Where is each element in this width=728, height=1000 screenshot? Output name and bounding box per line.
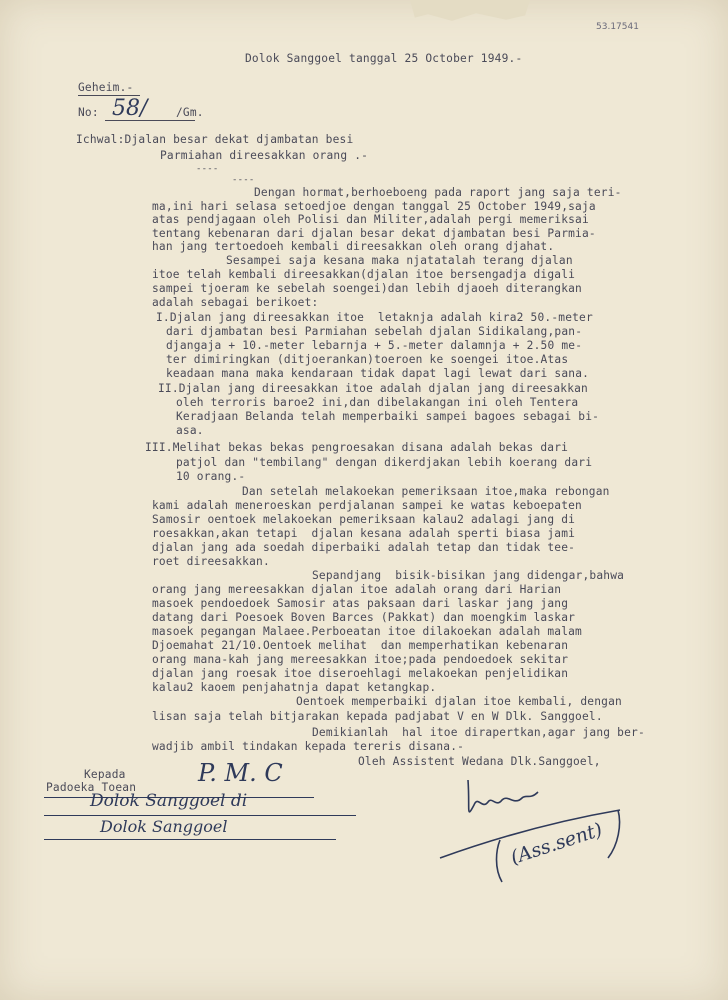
- body-line: dari djambatan besi Parmiahan sebelah djalan Sidikalang,pan-: [166, 325, 583, 338]
- body-line: kami adalah meneroeskan perdjalanan sampei ke watas keboepaten: [152, 499, 582, 512]
- body-line: Djoemahat 21/10.Oentoek melihat dan memperhatikan kebenaran: [152, 639, 569, 652]
- closing-line: Oleh Assistent Wedana Dlk.Sanggoel,: [358, 755, 601, 768]
- body-line: kalau2 kaoem penjahatnja dapat ketangkap.: [152, 681, 437, 694]
- recipient-kepada: Kepada: [84, 768, 126, 781]
- handwritten-underline-3: [44, 839, 336, 840]
- body-line: ma,ini hari selasa setoedjoe dengan tanggal 25 October 1949,saja: [152, 200, 596, 213]
- subject-line-1: Ichwal:Djalan besar dekat djambatan besi: [76, 133, 354, 146]
- body-line: datang dari Poesoek Boven Barces (Pakkat) dan moengkim laskar: [152, 611, 576, 624]
- body-line: keadaan mana maka kendaraan tidak dapat lagi lewat dari sana.: [166, 367, 590, 380]
- body-line: masoek pendoedoek Samosir atas paksaan dari laskar jang jang: [152, 597, 569, 610]
- torn-edge: [410, 0, 530, 22]
- body-line: Keradjaan Belanda telah memperbaiki sampei bagoes sebagai bi-: [176, 410, 600, 423]
- handwritten-address-2: Dolok Sanggoel: [100, 817, 228, 836]
- body-line: wadjib ambil tindakan kepada tereris disana.-: [152, 740, 465, 753]
- place-date: Dolok Sanggoel tanggal 25 October 1949.-: [245, 52, 523, 65]
- body-line: masoek pegangan Malaee.Perboeatan itoe dilakoekan adalah malam: [152, 625, 582, 638]
- number-suffix: /Gm.: [176, 106, 204, 119]
- number-underline: [105, 120, 195, 121]
- body-line: djalan jang ada soedah diperbaiki adalah tetap dan tidak tee-: [152, 541, 576, 554]
- handwritten-pmc: P. M. C: [198, 759, 283, 787]
- classification: Geheim.-: [78, 81, 134, 94]
- number-label: No:: [78, 106, 99, 119]
- body-line: itoe telah kembali direesakkan(djalan itoe bersengadja digali: [152, 268, 576, 281]
- body-line: III.Melihat bekas bekas pengroesakan disana adalah bekas dari: [145, 441, 569, 454]
- body-line: Sepandjang bisik-bisikan jang didengar,bahwa: [312, 569, 625, 582]
- handwritten-underline-2: [44, 815, 356, 816]
- body-line: asa.: [176, 424, 204, 437]
- subject-line-2: Parmiahan direesakkan orang .-: [160, 149, 369, 162]
- body-line: tentang kebenaran dari djalan besar dekat djambatan besi Parmia-: [152, 227, 596, 240]
- body-line: Dengan hormat,berhoeboeng pada raport jang saja teri-: [254, 186, 622, 199]
- subject-dashes: ----: [196, 164, 219, 174]
- body-line: roesakkan,akan tetapi djalan kesana adalah sperti biasa jami: [152, 527, 576, 540]
- body-line: sampei tjoeram ke sebelah soengei)dan lebih djaoeh diterangkan: [152, 282, 582, 295]
- body-line: han jang tertoedoeh kembali direesakkan oleh orang djahat.: [152, 240, 555, 253]
- body-line: orang mana-kah jang mereesakkan itoe;pada pendoedoek sekitar: [152, 653, 569, 666]
- body-line: 10 orang.-: [176, 470, 246, 483]
- number-value: 58/: [112, 96, 148, 121]
- body-line: oleh terroris baroe2 ini,dan dibelakangan ini oleh Tentera: [176, 396, 579, 409]
- handwritten-address-1: Dolok Sanggoel di: [90, 791, 248, 811]
- body-line: Samosir oentoek melakoekan pemeriksaan kalau2 adalagi jang di: [152, 513, 576, 526]
- body-line: djangaja + 10.-meter lebarnja + 5.-meter dalamnja + 2.50 me-: [166, 339, 583, 352]
- body-line: II.Djalan jang direesakkan itoe adalah djalan jang direesakkan: [158, 382, 588, 395]
- recipient-padoeka: Padoeka Toean: [46, 781, 137, 794]
- body-line: djalan jang roesak itoe diseroehlagi melakoekan penjelidikan: [152, 667, 569, 680]
- body-line: Demikianlah hal itoe dirapertkan,agar jang ber-: [312, 726, 645, 739]
- body-line: roet direesakkan.: [152, 555, 270, 568]
- body-line: lisan saja telah bitjarakan kepada padjabat V en W Dlk. Sanggoel.: [152, 710, 603, 723]
- separator: ----: [232, 175, 255, 185]
- catalog-number: 53.17541: [596, 22, 639, 32]
- body-line: Sesampei saja kesana maka njatatalah terang djalan: [226, 254, 573, 267]
- body-line: patjol dan "tembilang" dengan dikerdjakan lebih koerang dari: [176, 456, 593, 469]
- body-line: Dan setelah melakoekan pemeriksaan itoe,maka rebongan: [242, 485, 610, 498]
- body-line: atas pendjagaan oleh Polisi dan Militer,adalah pergi memeriksai: [152, 213, 589, 226]
- body-line: I.Djalan jang direesakkan itoe letaknja adalah kira2 50.-meter: [156, 311, 593, 324]
- signature-mark: [430, 770, 640, 900]
- handwritten-paraf: (Ass.sent): [508, 818, 606, 869]
- body-line: adalah sebagai berikoet:: [152, 296, 319, 309]
- body-line: orang jang mereesakkan djalan itoe adalah orang dari Harian: [152, 583, 562, 596]
- body-line: Oentoek memperbaiki djalan itoe kembali, dengan: [296, 695, 622, 708]
- body-line: ter dimiringkan (ditjoerankan)toeroen ke soengei itoe.Atas: [166, 353, 569, 366]
